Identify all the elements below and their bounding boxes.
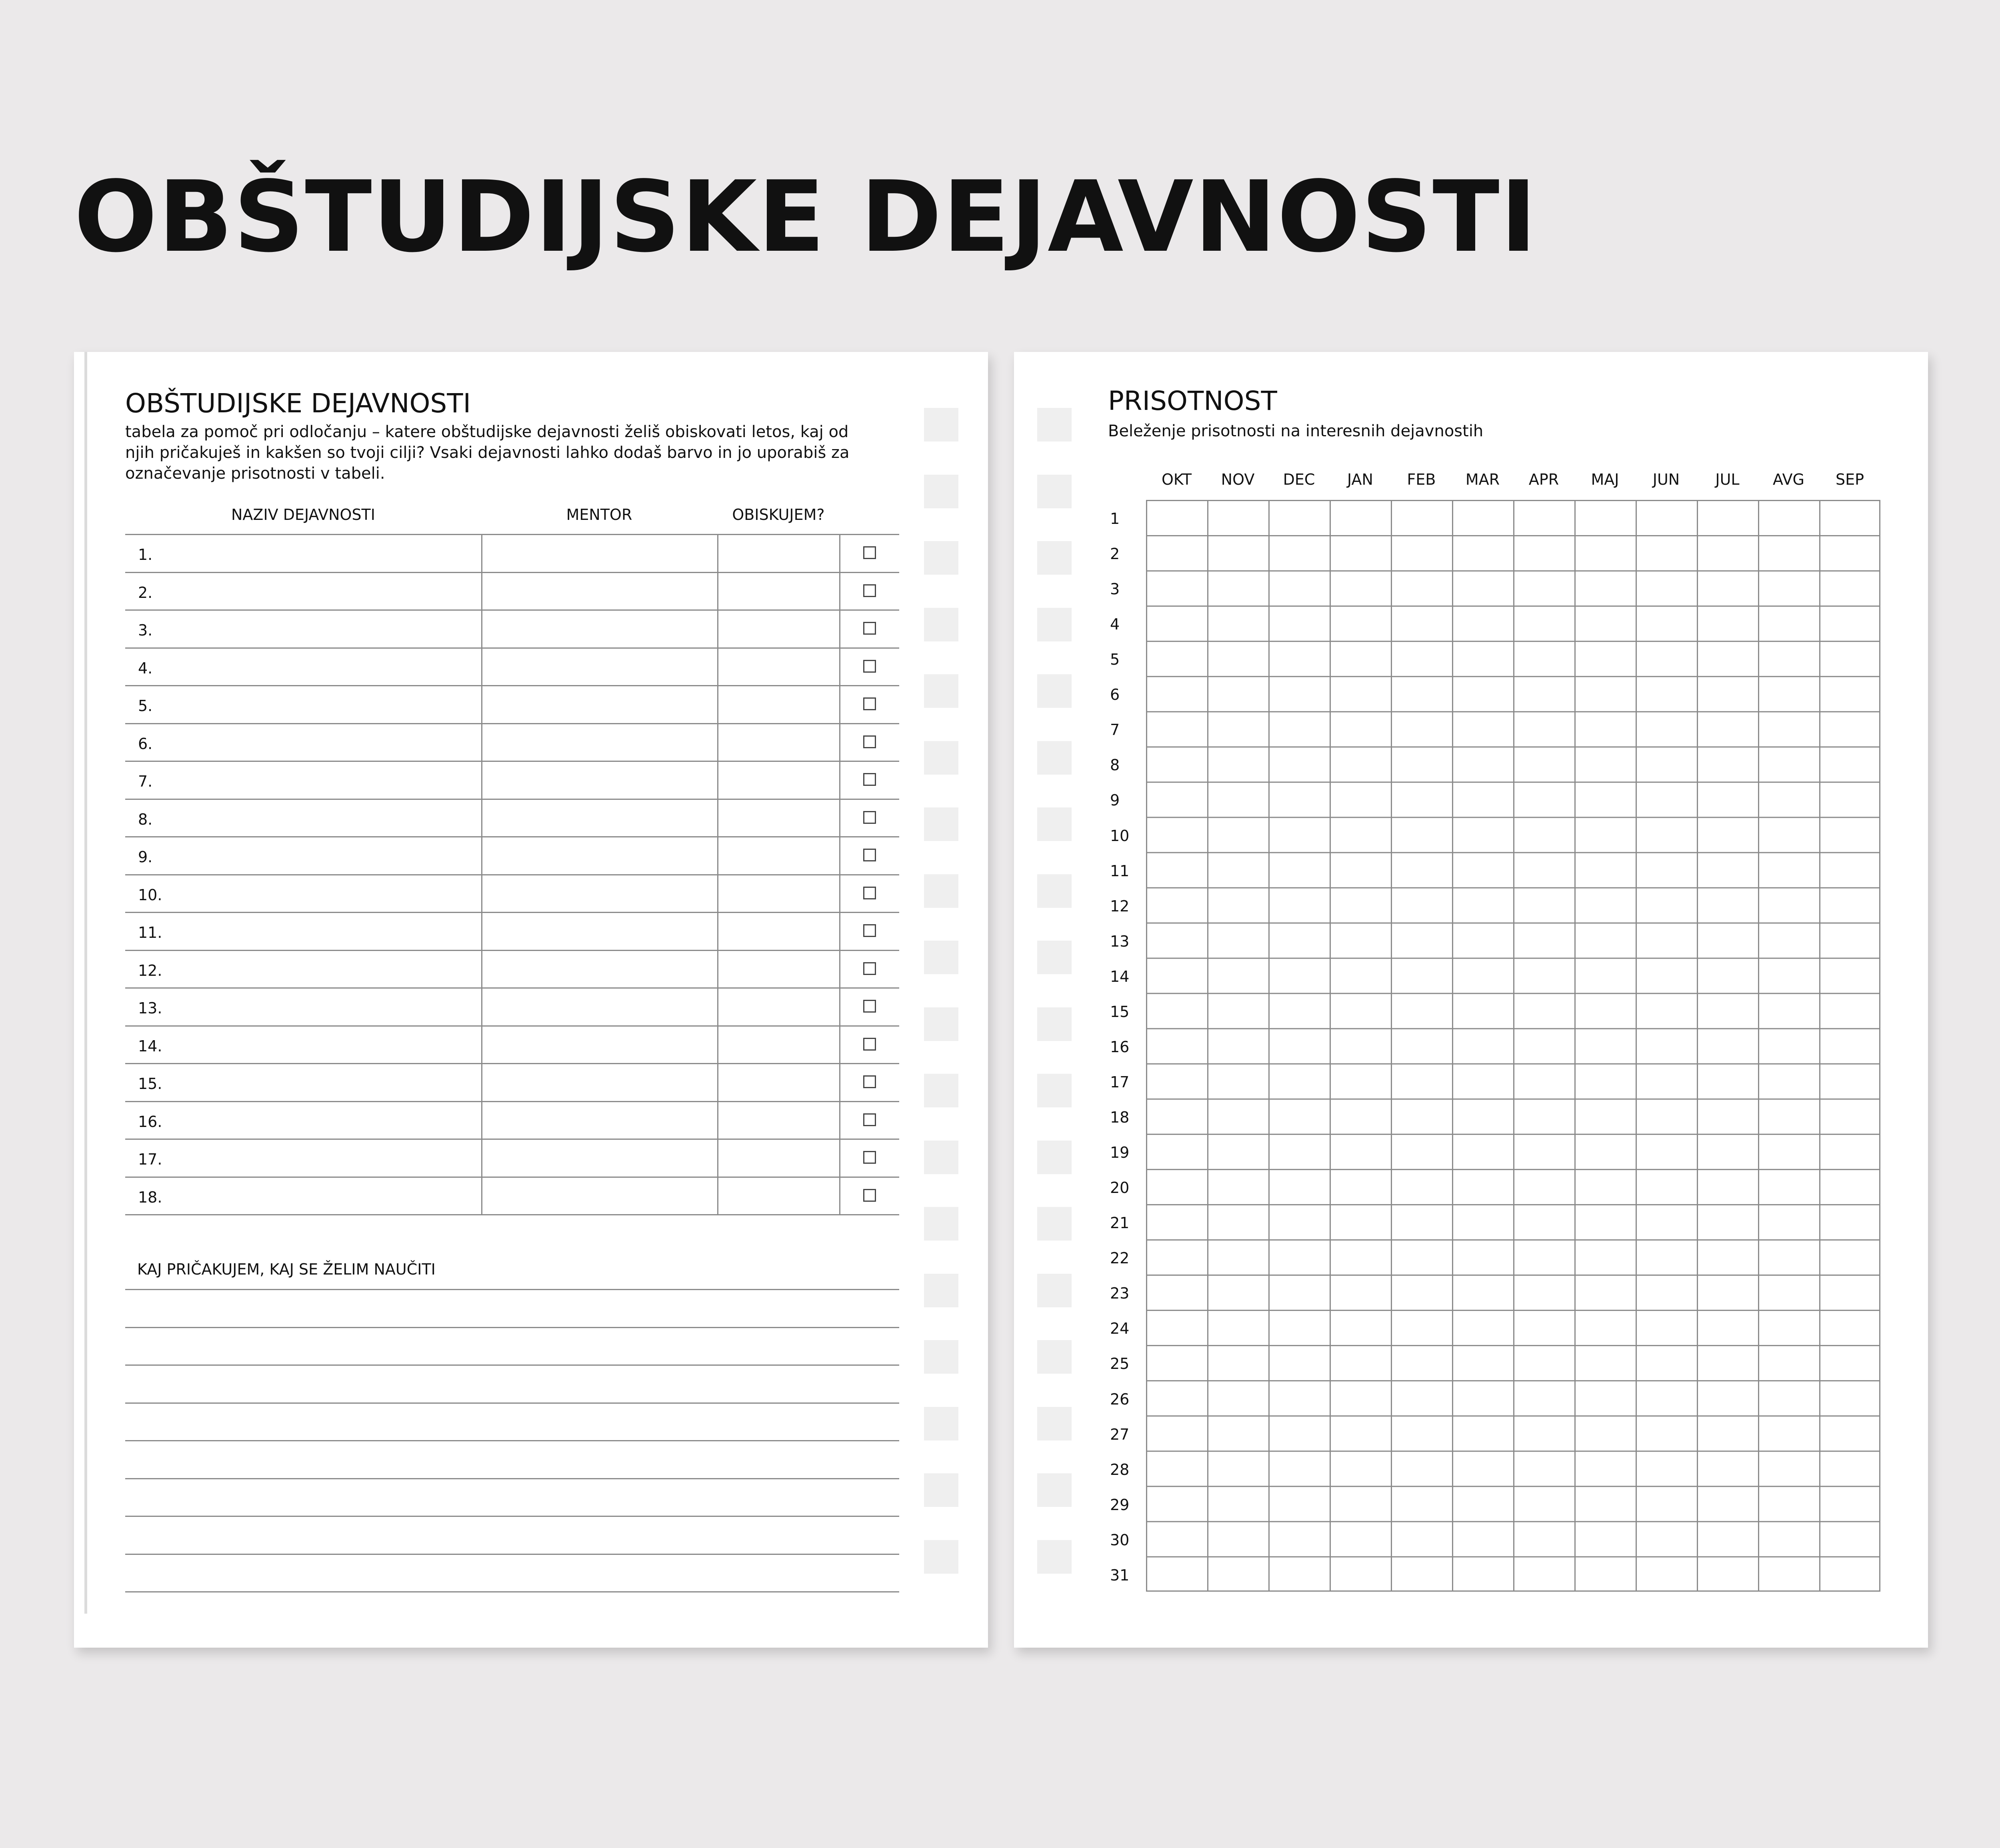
- tab-strip-left: [924, 408, 958, 1648]
- column-divider: [717, 762, 718, 799]
- page-tab: [924, 1207, 958, 1241]
- month-header: OKT: [1161, 471, 1192, 488]
- day-number: 31: [1110, 1566, 1130, 1584]
- attend-checkbox[interactable]: [863, 1000, 876, 1013]
- column-divider: [717, 1064, 718, 1101]
- page-tab: [1037, 1207, 1072, 1241]
- page-tab: [924, 1473, 958, 1507]
- column-divider: [481, 1102, 482, 1139]
- note-line: [125, 1478, 899, 1479]
- attend-checkbox[interactable]: [863, 1113, 876, 1126]
- page-tab: [1037, 1274, 1072, 1307]
- attendance-title: PRISOTNOST: [1108, 386, 1277, 416]
- column-divider: [839, 1140, 840, 1177]
- column-divider: [839, 724, 840, 761]
- page-tab: [1037, 1074, 1072, 1107]
- column-divider: [717, 800, 718, 837]
- column-divider: [481, 875, 482, 912]
- column-divider: [717, 1178, 718, 1215]
- attend-checkbox[interactable]: [863, 773, 876, 786]
- page-tab: [924, 1540, 958, 1574]
- month-header: DEC: [1283, 471, 1315, 488]
- table-row: [125, 1064, 899, 1102]
- day-number: 17: [1110, 1073, 1130, 1091]
- column-divider: [481, 724, 482, 761]
- column-divider: [481, 1064, 482, 1101]
- tab-strip-right: [1037, 408, 1072, 1648]
- table-row: [125, 837, 899, 875]
- row-number: 5.: [138, 697, 153, 715]
- page-tab: [1037, 1340, 1072, 1374]
- attend-checkbox[interactable]: [863, 811, 876, 824]
- column-divider: [839, 611, 840, 647]
- note-line: [125, 1289, 899, 1290]
- attend-checkbox[interactable]: [863, 584, 876, 597]
- attend-checkbox[interactable]: [863, 962, 876, 975]
- column-divider: [839, 1064, 840, 1101]
- page-tab: [924, 674, 958, 708]
- column-divider: [717, 611, 718, 647]
- notes-label: KAJ PRIČAKUJEM, KAJ SE ŽELIM NAUČITI: [137, 1261, 436, 1278]
- page-tab: [1037, 541, 1072, 575]
- page-tab: [1037, 1141, 1072, 1174]
- attend-checkbox[interactable]: [863, 849, 876, 861]
- column-divider: [717, 1140, 718, 1177]
- page-tab: [1037, 874, 1072, 908]
- day-number: 23: [1110, 1285, 1130, 1303]
- column-divider: [839, 762, 840, 799]
- column-divider: [481, 1027, 482, 1063]
- row-number: 2.: [138, 583, 153, 601]
- day-number: 5: [1110, 651, 1120, 669]
- column-divider: [839, 1178, 840, 1215]
- row-number: 1.: [138, 546, 153, 563]
- attend-checkbox[interactable]: [863, 924, 876, 937]
- row-number: 9.: [138, 848, 153, 866]
- page-tab: [924, 807, 958, 841]
- column-divider: [839, 875, 840, 912]
- day-number: 20: [1110, 1179, 1130, 1197]
- activities-title: OBŠTUDIJSKE DEJAVNOSTI: [125, 388, 471, 419]
- page-tab: [924, 1141, 958, 1174]
- table-row: [125, 686, 899, 724]
- table-row: [125, 989, 899, 1027]
- column-divider: [717, 837, 718, 874]
- day-number: 16: [1110, 1038, 1130, 1056]
- table-row: [125, 1027, 899, 1065]
- column-divider: [839, 573, 840, 610]
- column-divider: [839, 686, 840, 723]
- column-header-mentor: MENTOR: [566, 506, 632, 523]
- activities-table: [125, 534, 899, 1215]
- column-divider: [481, 913, 482, 950]
- page-tab: [924, 741, 958, 775]
- table-row: [125, 611, 899, 649]
- row-number: 6.: [138, 735, 153, 753]
- row-number: 15.: [138, 1075, 162, 1093]
- attend-checkbox[interactable]: [863, 660, 876, 673]
- attend-checkbox[interactable]: [863, 1075, 876, 1088]
- column-divider: [717, 1027, 718, 1063]
- page-tab: [1037, 1007, 1072, 1041]
- row-number: 17.: [138, 1151, 162, 1168]
- page-tab: [1037, 1540, 1072, 1574]
- month-header: APR: [1528, 471, 1559, 488]
- column-divider: [717, 989, 718, 1025]
- day-number: 28: [1110, 1460, 1130, 1478]
- day-number: 4: [1110, 615, 1120, 633]
- column-divider: [839, 1027, 840, 1063]
- attend-checkbox[interactable]: [863, 735, 876, 748]
- page-attendance: [1014, 352, 1928, 1648]
- month-header: AVG: [1772, 471, 1804, 488]
- day-number: 18: [1110, 1109, 1130, 1127]
- main-title: OBŠTUDIJSKE DEJAVNOSTI: [74, 160, 1538, 274]
- column-divider: [717, 573, 718, 610]
- page-tab: [924, 1340, 958, 1374]
- note-line: [125, 1591, 899, 1592]
- day-number: 15: [1110, 1003, 1130, 1021]
- row-number: 10.: [138, 886, 162, 904]
- row-number: 12.: [138, 961, 162, 979]
- row-number: 14.: [138, 1037, 162, 1055]
- column-divider: [481, 573, 482, 610]
- day-number: 22: [1110, 1249, 1130, 1267]
- day-number: 9: [1110, 791, 1120, 809]
- page-tab: [924, 408, 958, 442]
- row-number: 8.: [138, 810, 153, 828]
- column-divider: [481, 535, 482, 572]
- day-number: 13: [1110, 932, 1130, 950]
- row-number: 13.: [138, 999, 162, 1017]
- column-divider: [839, 951, 840, 988]
- table-row: [125, 535, 899, 573]
- table-row: [125, 1140, 899, 1178]
- column-divider: [717, 535, 718, 572]
- day-number: 11: [1110, 862, 1130, 880]
- page-activities: [74, 352, 988, 1648]
- month-header: JAN: [1347, 471, 1373, 488]
- table-row: [125, 1102, 899, 1140]
- month-header: JUL: [1715, 471, 1740, 488]
- column-divider: [481, 762, 482, 799]
- column-divider: [839, 535, 840, 572]
- attend-checkbox[interactable]: [863, 1189, 876, 1202]
- column-divider: [839, 649, 840, 685]
- column-header-attend: OBISKUJEM?: [732, 506, 825, 523]
- table-row: [125, 649, 899, 687]
- note-line: [125, 1440, 899, 1441]
- row-number: 3.: [138, 621, 153, 639]
- table-row: [125, 951, 899, 989]
- page-tab: [924, 608, 958, 641]
- column-divider: [481, 686, 482, 723]
- activities-description: tabela za pomoč pri odločanju – katere obštudijske dejavnosti želiš obiskovati letos, kaj od njih pričakuješ in kakšen so tvoji cilji? Vsaki dejavnosti lahko dodaš barvo in jo uporabiš za označevanje prisotnosti v tabeli.: [125, 423, 850, 483]
- day-number: 10: [1110, 827, 1130, 845]
- page-tab: [924, 1407, 958, 1440]
- page-tab: [1037, 941, 1072, 974]
- day-number: 12: [1110, 897, 1130, 915]
- column-divider: [839, 1102, 840, 1139]
- column-divider: [717, 913, 718, 950]
- attend-checkbox[interactable]: [863, 546, 876, 559]
- column-divider: [717, 875, 718, 912]
- attend-checkbox[interactable]: [863, 1038, 876, 1051]
- day-number: 6: [1110, 686, 1120, 704]
- day-number: 2: [1110, 545, 1120, 563]
- attendance-grid[interactable]: [1146, 500, 1880, 1592]
- table-row: [125, 800, 899, 838]
- month-header: NOV: [1221, 471, 1255, 488]
- column-divider: [481, 611, 482, 647]
- month-header: FEB: [1407, 471, 1436, 488]
- attend-checkbox[interactable]: [863, 887, 876, 899]
- page-tab: [1037, 608, 1072, 641]
- page-tab: [924, 541, 958, 575]
- row-number: 18.: [138, 1188, 162, 1206]
- row-number: 7.: [138, 773, 153, 790]
- note-line: [125, 1516, 899, 1517]
- page-tab: [924, 941, 958, 974]
- column-divider: [839, 989, 840, 1025]
- month-header: MAR: [1465, 471, 1500, 488]
- page-tab: [1037, 1407, 1072, 1440]
- page-tab: [924, 1074, 958, 1107]
- column-divider: [481, 1140, 482, 1177]
- day-number: 25: [1110, 1355, 1130, 1373]
- table-row: [125, 913, 899, 951]
- page-tab: [1037, 674, 1072, 708]
- binding-line: [84, 352, 87, 1614]
- page-tab: [1037, 1473, 1072, 1507]
- row-number: 11.: [138, 924, 162, 941]
- day-number: 29: [1110, 1496, 1130, 1514]
- page-tab: [1037, 807, 1072, 841]
- day-number: 8: [1110, 756, 1120, 774]
- note-line: [125, 1327, 899, 1328]
- table-row: [125, 875, 899, 913]
- page-tab: [924, 874, 958, 908]
- note-line: [125, 1402, 899, 1404]
- page-tab: [924, 1274, 958, 1307]
- row-number: 16.: [138, 1113, 162, 1131]
- column-divider: [717, 951, 718, 988]
- attend-checkbox[interactable]: [863, 622, 876, 635]
- column-divider: [481, 951, 482, 988]
- day-number: 24: [1110, 1320, 1130, 1338]
- day-number: 19: [1110, 1144, 1130, 1162]
- table-row: [125, 724, 899, 762]
- column-divider: [717, 1102, 718, 1139]
- page-tab: [924, 1007, 958, 1041]
- attendance-description: Beleženje prisotnosti na interesnih dejavnostih: [1108, 422, 1484, 440]
- day-number: 21: [1110, 1214, 1130, 1232]
- column-divider: [839, 800, 840, 837]
- page-tab: [924, 475, 958, 508]
- column-divider: [481, 800, 482, 837]
- day-number: 1: [1110, 510, 1120, 527]
- day-number: 26: [1110, 1390, 1130, 1408]
- attend-checkbox[interactable]: [863, 697, 876, 710]
- column-divider: [481, 989, 482, 1025]
- note-line: [125, 1365, 899, 1366]
- month-header: JUN: [1652, 471, 1680, 488]
- table-row: [125, 762, 899, 800]
- column-divider: [481, 837, 482, 874]
- month-header: MAJ: [1591, 471, 1619, 488]
- day-number: 14: [1110, 967, 1130, 985]
- column-divider: [839, 913, 840, 950]
- column-header-name: NAZIV DEJAVNOSTI: [231, 506, 375, 523]
- note-line: [125, 1554, 899, 1555]
- day-number: 30: [1110, 1531, 1130, 1549]
- column-divider: [481, 1178, 482, 1215]
- day-number: 7: [1110, 721, 1120, 739]
- table-row: [125, 1178, 899, 1216]
- day-number: 27: [1110, 1425, 1130, 1443]
- column-divider: [481, 649, 482, 685]
- page-tab: [1037, 408, 1072, 442]
- column-divider: [839, 837, 840, 874]
- day-number: 3: [1110, 580, 1120, 598]
- attend-checkbox[interactable]: [863, 1151, 876, 1164]
- column-divider: [717, 724, 718, 761]
- column-divider: [717, 649, 718, 685]
- page-tab: [1037, 741, 1072, 775]
- page-tab: [1037, 475, 1072, 508]
- row-number: 4.: [138, 659, 153, 677]
- month-header: SEP: [1835, 471, 1864, 488]
- column-divider: [717, 686, 718, 723]
- table-row: [125, 573, 899, 611]
